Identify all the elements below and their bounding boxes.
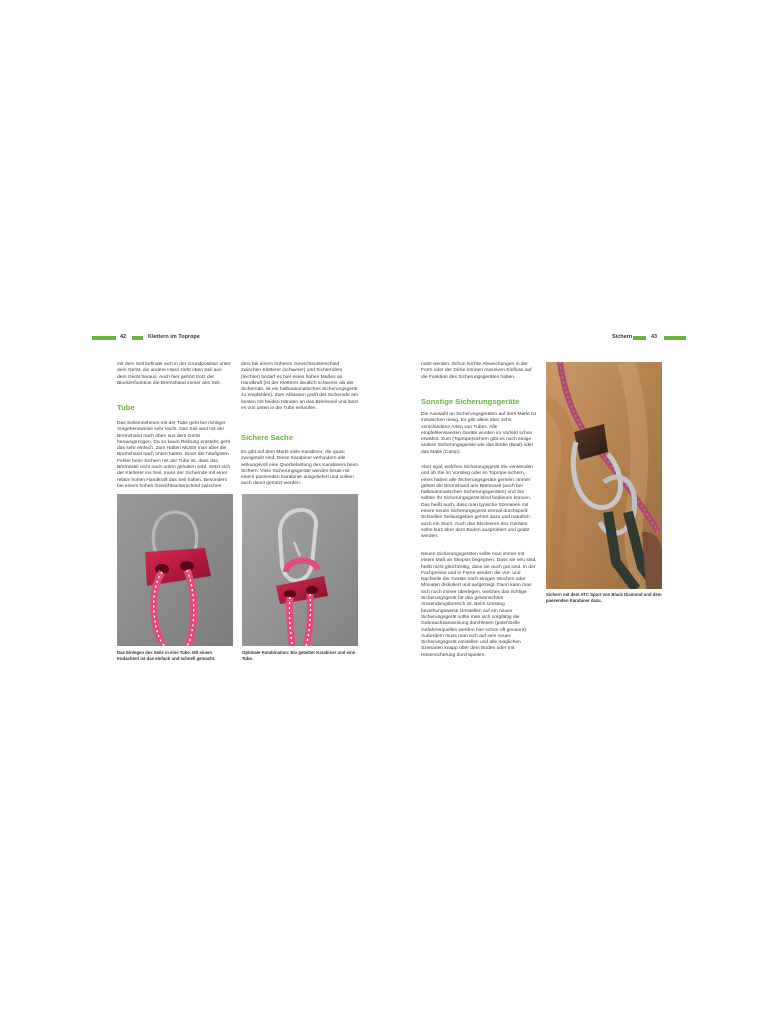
heading-sichere-sache: Sichere Sache (241, 433, 293, 442)
photo2-caption: Optimale Kombination: Ein geteilter Karabiner und eine Tube. (242, 650, 356, 661)
atc-sport-photo (546, 362, 662, 589)
right-header-bar-short (633, 336, 646, 340)
left-col1-intro: mit dem Seil befindet sich in der Grundposition unter dem Gerät, die andere Hand zieht oben Seil aus dem Gerät heraus. Auch hier gehört trotz der Blockierfunktion die Bremshand immer ans Seil. (117, 362, 231, 386)
right-col1-p1: Die Auswahl an Sicherungsgeräten auf dem Markt ist inzwischen riesig. Es gibt allein über zehn verschiedene Arten von Tubes. Alle empfehlenswerten Geräte wurden im Vorfeld schon erwähnt. Zum (Toprope)sichern gibt es noch einige andere Sicherungsgeräte wie das Birdie (Beal) oder das Matik (Camp). (421, 412, 536, 455)
tube-belay-device-photo (117, 494, 233, 646)
heading-sonstige-sicherungsgeraete: Sonstige Sicherungsgeräte (421, 397, 520, 406)
left-header-bar-short (132, 336, 143, 340)
left-running-head: Klettern im Toprope (148, 334, 200, 340)
right-col1-p3: Neuen Sicherungsgeräten sollte man immer mit einem Maß an Skepsis begegnen. Dass sie neu sind, heißt nicht gleichzeitig, dass sie auch gut sind. In der Fachpresse und in Foren werden die Vor- und Nachteile der Geräte nach einigen Wochen oder Monaten diskutiert und aufgezeigt. Dann kann man sich noch immer überlegen, welches das richtige Sicherungsgerät für den gewünschten Anwendungsbereich ist. Beim Umstieg beziehungsweise Umstellen auf ein neues Sicherungsgerät sollte man sich sorgfältig die Gebrauchsanweisung durchlesen (potenzielle Gefahrenquellen werden hier schon oft genannt). Außerdem muss man sich auf sein neues Sicherungsgerät einstellen und alle möglichen Szenarien knapp über dem Boden oder mit Hintersicherung durchspielen. (421, 552, 537, 658)
right-header-bar-long (664, 336, 686, 340)
right-running-head: Sichern (612, 334, 633, 340)
hms-carabiner-photo (242, 494, 358, 646)
left-page-number: 42 (120, 334, 127, 340)
left-col2-body: Es gibt auf dem Markt viele Karabiner, die quasi zweigeteilt sind. Diese Karabiner verhindern alle wirkungsvoll eine Querbelastung des Karabiners beim Sichern. Viele Sicherungsgeräte werden heute mit einem passenden Karabiner ausgeliefert und sollten auch damit genutzt werden. (241, 450, 358, 487)
right-col1-p2: Aber egal, welches Sicherungsgerät Sie verwenden und ob Sie im Vorstieg oder im Toprope sichern, eines haben alle Sicherungsgeräte gemein: Immer gehört die Bremshand ans Bremsseil (auch bei halbautomatischen Sicherungsgeräten) und Sie sollten Ihr Sicherungsgerät blind bedienen können. Das heißt auch, dass man typische Szenarien mit einem neuen Sicherungsgerät einmal durchspielt: Schnelles Seilausgeben gehört dazu und natürlich auch ein Sturz. Auch das Blockieren des Gerätes sollte kurz über dem Boden ausprobiert und geübt werden. (421, 465, 534, 540)
left-col1-body: Das Seileinnehmen mit der Tube geht bei richtiger Vorgehensweise sehr leicht. Das Seil wird mit der Bremshand nach oben aus dem Gerät herausgezogen. Da so kaum Reibung entsteht, geht das sehr einfach. Zum Halten MUSS man aber die Bremshand nach unten halten. Einer der häufigsten Fehler beim Sichern mit der Tube ist, dass das Bremsseil nicht nach unten gehalten wird. Setzt sich der Kletterer ins Seil, muss der Sichernde mit einer relativ hohen Handkraft das Seil halten. Besonders bei einem hohen Gewichtsunterschied zwischen (117, 421, 231, 489)
photo3-caption: Sichern mit dem ATC Sport von Black Diamond und dem passenden Karabiner dazu. (546, 592, 662, 603)
photo1-caption: Das Einlegen des Seils in eine Tube. Mit einem Endachterl ist das einfach und schnell gemacht. (117, 650, 216, 661)
left-col2-intro: ders bei einem höheren Gewichtsunterschied zwischen Kletterer (schwerer) und Sicherndem (leichter) bedarf es hier eines hohen Maßes an Handkraft (ist der Kletterer deutlich schwerer als der Sichernde, ist ein halbautomatisches Sicherungsgerät zu empfehlen). Zum Ablassen greift der Sichernde am besten mit beiden Händen an das Bremsseil und lässt es von unten in die Tube einlaufen. (241, 362, 358, 412)
left-header-bar-long (92, 336, 116, 340)
heading-tube: Tube (117, 403, 135, 412)
right-col1-intro: nutzt werden. Schon leichte Abweichungen in der Form oder der Dicke können massiven Einfluss auf die Funktion des Sicherungsgerätes haben. (421, 362, 532, 380)
right-page-number: 43 (651, 334, 658, 340)
